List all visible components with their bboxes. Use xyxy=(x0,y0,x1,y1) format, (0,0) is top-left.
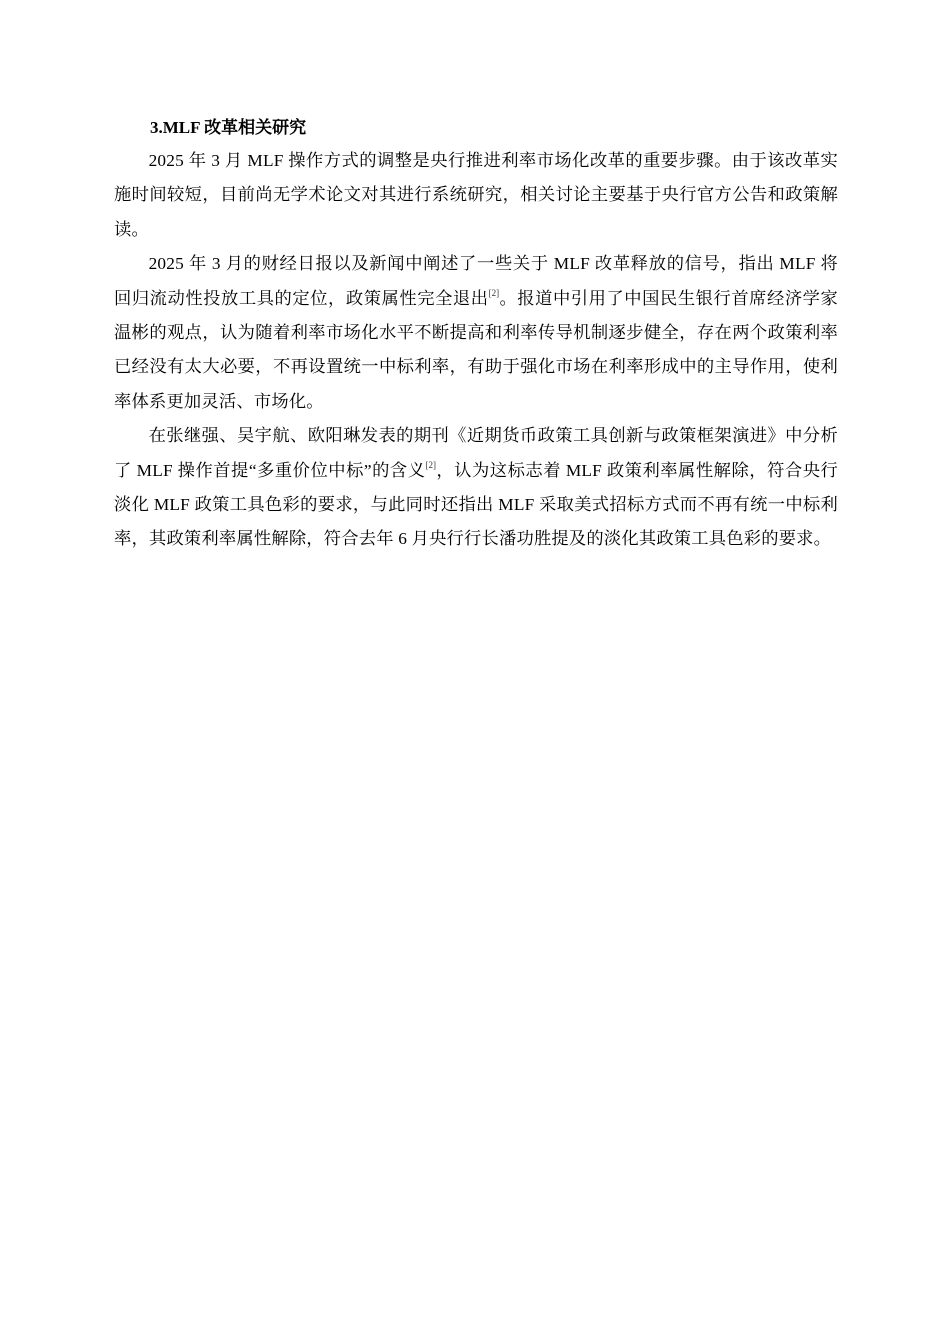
paragraph-1 xyxy=(114,144,838,247)
paragraph-text: 2025 年 3 月的财经日报以及新闻中阐述了一些关于 MLF 改革释放的信号，指出 MLF 将回归流动性投放工具的定位，政策属性完全退出 xyxy=(114,254,838,308)
section-heading: 3.MLF 改革相关研究 xyxy=(150,118,307,137)
paragraph-3 xyxy=(114,419,838,557)
paragraph-text: ，认为这标志着 MLF 政策利率属性解除，符合央行淡化 MLF 政策工具色彩的要求，与此同时还指出 MLF 采取美式招标方式而不再有统一中标利率，其政策利率属性解除，符合去年 6 月央行行长潘功胜提及的淡化其政策工具色彩的要求。 xyxy=(114,460,838,549)
paragraph-text: 在张继强、吴宇航、欧阳琳发表的期刊《近期货币政策工具创新与政策框架演进》中分析了 MLF 操作首提“多重价位中标”的含义 xyxy=(114,426,838,480)
paragraph-2 xyxy=(114,247,838,419)
citation-marker: [2] xyxy=(488,287,500,298)
paragraph-text: 。报道中引用了中国民生银行首席经济学家温彬的观点，认为随着利率市场化水平不断提高和利率传导机制逐步健全，存在两个政策利率已经没有太大必要，不再设置统一中标利率，有助于强化市场在利率形成中的主导作用，使利率体系更加灵活、市场化。 xyxy=(114,288,838,411)
paragraph-text: 2025 年 3 月 MLF 操作方式的调整是央行推进利率市场化改革的重要步骤。由于该改革实施时间较短，目前尚无学术论文对其进行系统研究，相关讨论主要基于央行官方公告和政策解读。 xyxy=(114,151,838,239)
citation-marker: [2] xyxy=(425,459,437,470)
document-body xyxy=(114,112,838,557)
